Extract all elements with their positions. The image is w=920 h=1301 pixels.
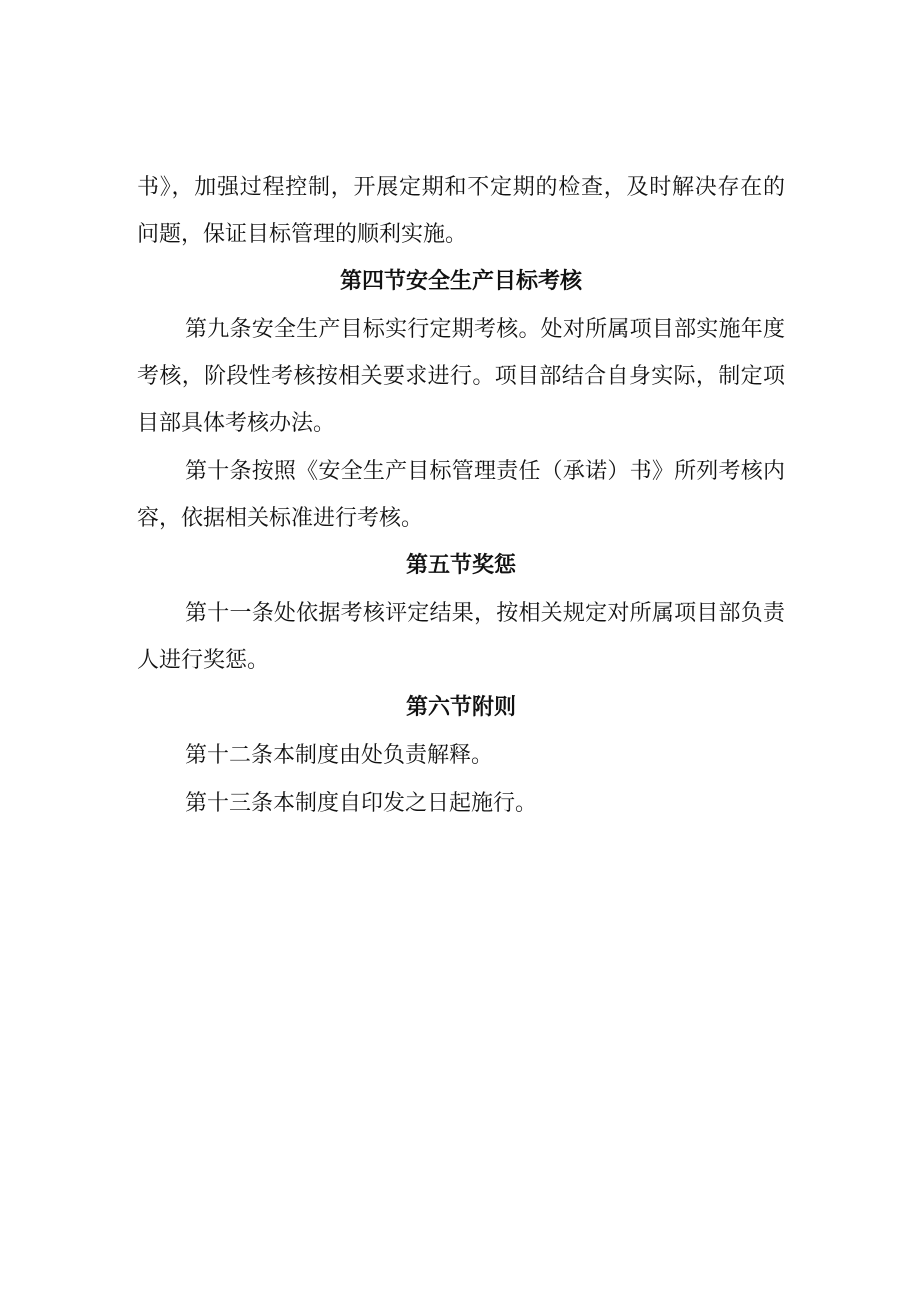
section-6-heading: 第六节附则 — [405, 695, 516, 720]
article-10-paragraph: 第十条按照《安全生产目标管理责任（承诺）书》所列考核内容，依据相关标准进行考核。 — [137, 459, 785, 531]
article-11-paragraph: 第十一条处依据考核评定结果，按相关规定对所属项目部负责人进行奖惩。 — [137, 601, 785, 673]
section-5-heading: 第五节奖惩 — [405, 553, 516, 578]
article-12-paragraph: 第十二条本制度由处负责解释。 — [185, 743, 494, 768]
article-13-paragraph: 第十三条本制度自印发之日起施行。 — [185, 791, 538, 816]
article-9-paragraph: 第九条安全生产目标实行定期考核。处对所属项目部实施年度考核，阶段性考核按相关要求进行。项目部结合自身实际，制定项目部具体考核办法。 — [137, 317, 785, 436]
document-body — [137, 164, 785, 827]
continuation-paragraph: 书》，加强过程控制，开展定期和不定期的检查，及时解决存在的问题，保证目标管理的顺利实施。 — [137, 175, 785, 247]
section-4-heading: 第四节安全生产目标考核 — [339, 269, 582, 294]
